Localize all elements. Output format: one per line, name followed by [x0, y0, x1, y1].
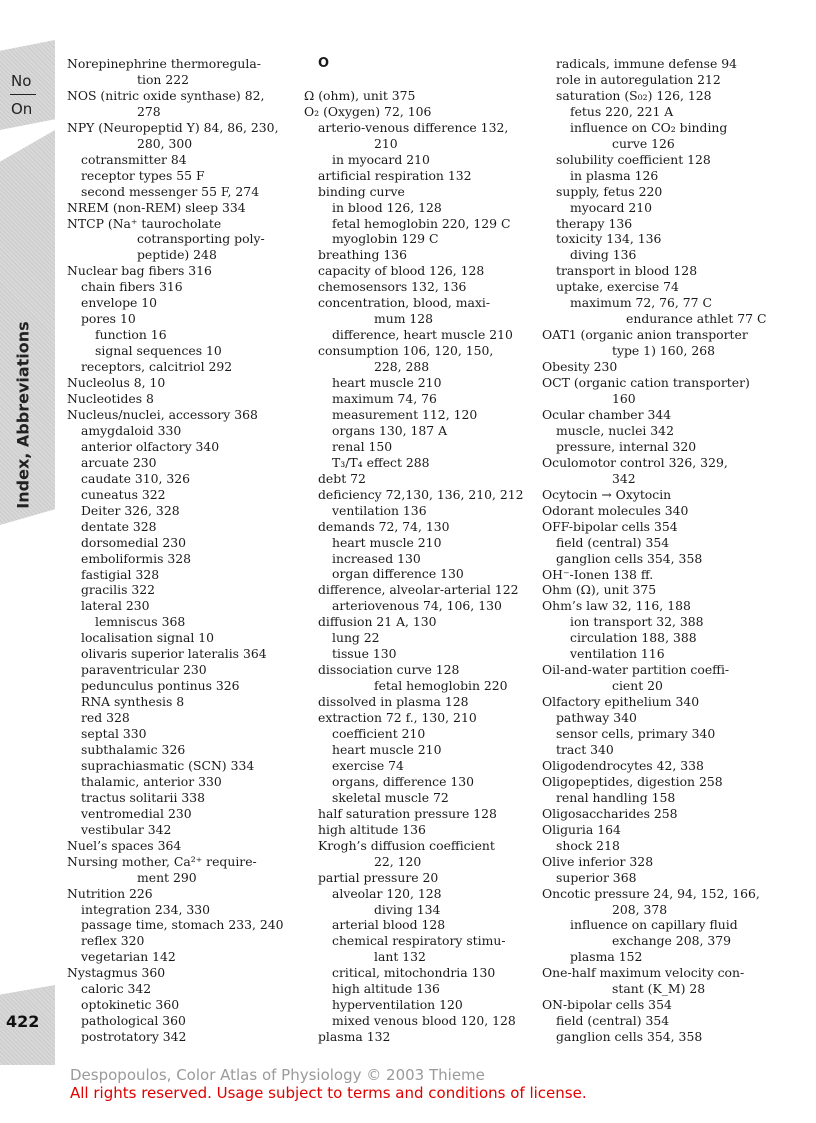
index-entry: Ohm (Ω), unit 375 — [542, 582, 657, 598]
index-entry: 278 — [137, 103, 161, 119]
index-entry: passage time, stomach 233, 240 — [81, 917, 284, 933]
index-entry: ventilation 116 — [570, 646, 665, 662]
index-entry: arteriovenous 74, 106, 130 — [332, 598, 502, 614]
index-entry: Nutrition 226 — [67, 885, 153, 901]
index-entry: diffusion 21 A, 130 — [318, 614, 437, 630]
index-entry: peptide) 248 — [137, 247, 217, 263]
index-entry: type 1) 160, 268 — [612, 343, 716, 359]
index-entry: T₃/T₄ effect 288 — [332, 454, 430, 470]
index-entry: Norepinephrine thermoregula- — [67, 56, 261, 71]
index-entry: Oligosaccharides 258 — [542, 805, 678, 821]
index-entry: organs, difference 130 — [332, 773, 475, 789]
index-entry: lemniscus 368 — [95, 614, 186, 630]
index-entry: hyperventilation 120 — [332, 997, 463, 1013]
index-entry: arterial blood 128 — [332, 917, 446, 933]
index-entry: 342 — [612, 470, 636, 486]
index-entry: uptake, exercise 74 — [556, 279, 679, 295]
index-entry: myocard 210 — [570, 199, 652, 215]
index-entry: Oncotic pressure 24, 94, 152, 166, — [542, 885, 760, 901]
index-entry: dorsomedial 230 — [81, 534, 187, 550]
index-entry: deficiency 72,130, 136, 210, 212 — [318, 486, 524, 502]
index-entry: integration 234, 330 — [81, 901, 210, 917]
index-entry: cuneatus 322 — [81, 486, 166, 502]
index-entry: organ difference 130 — [332, 566, 464, 582]
index-entry: in blood 126, 128 — [332, 199, 442, 215]
index-entry: skeletal muscle 72 — [332, 789, 449, 805]
index-entry: vestibular 342 — [81, 821, 172, 837]
index-entry: cient 20 — [612, 678, 663, 694]
index-entry: field (central) 354 — [556, 1013, 670, 1029]
index-entry: pathological 360 — [81, 1013, 186, 1029]
index-entry: exchange 208, 379 — [612, 933, 731, 949]
index-range-start: No — [11, 72, 32, 90]
index-entry: Deiter 326, 328 — [81, 502, 180, 518]
index-entry: shock 218 — [556, 837, 620, 853]
index-entry: OFF-bipolar cells 354 — [542, 518, 678, 534]
index-entry: fetal hemoglobin 220, 129 C — [332, 215, 511, 231]
index-entry: measurement 112, 120 — [332, 406, 478, 422]
index-entry: mixed venous blood 120, 128 — [332, 1013, 516, 1029]
index-entry: Olive inferior 328 — [542, 853, 654, 869]
index-entry: ganglion cells 354, 358 — [556, 1029, 703, 1045]
index-entry: breathing 136 — [318, 247, 407, 263]
index-entry: ment 290 — [137, 869, 197, 885]
copyright-notice: Despopoulos, Color Atlas of Physiology © 2003 Thieme — [70, 1066, 485, 1084]
index-entry: heart muscle 210 — [332, 534, 442, 550]
index-entry: second messenger 55 F, 274 — [81, 183, 260, 199]
index-range-end: On — [11, 100, 33, 118]
index-entry: amygdaloid 330 — [81, 422, 182, 438]
index-entry: renal 150 — [332, 438, 393, 454]
index-entry: OCT (organic cation transporter) — [542, 375, 750, 391]
index-entry: debt 72 — [318, 470, 366, 486]
index-entry: chain fibers 316 — [81, 279, 183, 295]
index-entry: fetal hemoglobin 220 — [374, 678, 508, 694]
index-entry: chemical respiratory stimu- — [332, 933, 506, 949]
index-entry: NREM (non-REM) sleep 334 — [67, 199, 246, 215]
index-entry: function 16 — [95, 327, 167, 343]
index-entry: O₂ (Oxygen) 72, 106 — [304, 103, 432, 119]
index-entry: Nuel’s spaces 364 — [67, 837, 182, 853]
index-entry: cotransporting poly- — [137, 231, 265, 247]
index-entry: role in autoregulation 212 — [556, 71, 721, 87]
index-entry: lateral 230 — [81, 598, 150, 614]
index-entry: chemosensors 132, 136 — [318, 279, 467, 295]
index-entry: difference, alveolar-arterial 122 — [318, 582, 519, 598]
index-entry: organs 130, 187 A — [332, 422, 448, 438]
index-entry: olivaris superior lateralis 364 — [81, 646, 267, 662]
index-entry: 208, 378 — [612, 901, 668, 917]
index-entry: subthalamic 326 — [81, 741, 186, 757]
index-entry: ion transport 32, 388 — [570, 614, 704, 630]
index-entry: Nucleolus 8, 10 — [67, 375, 166, 391]
index-column-2 — [304, 56, 536, 1045]
index-entry: in plasma 126 — [570, 167, 659, 183]
index-entry: paraventricular 230 — [81, 662, 207, 678]
index-entry: tract 340 — [556, 741, 614, 757]
index-entry: Oligopeptides, digestion 258 — [542, 773, 723, 789]
index-entry: postrotatory 342 — [81, 1029, 187, 1045]
index-entry: ON-bipolar cells 354 — [542, 997, 672, 1013]
index-entry: Ohm’s law 32, 116, 188 — [542, 598, 691, 614]
index-entry: OH⁻-Ionen 138 ff. — [542, 566, 654, 582]
index-entry: stant (K_M) 28 — [612, 981, 706, 997]
index-entry: RNA synthesis 8 — [81, 694, 185, 710]
index-entry: 210 — [374, 135, 398, 151]
index-entry: plasma 152 — [570, 949, 643, 965]
index-entry: in myocard 210 — [332, 151, 430, 167]
index-entry: maximum 74, 76 — [332, 391, 437, 406]
index-entry: Ω (ohm), unit 375 — [304, 87, 416, 103]
index-entry: influence on capillary fluid — [570, 917, 738, 933]
index-entry: supply, fetus 220 — [556, 183, 663, 199]
index-entry: coefficient 210 — [332, 726, 426, 742]
index-entry: 22, 120 — [374, 853, 422, 869]
index-entry: dissociation curve 128 — [318, 662, 460, 678]
index-entry: influence on CO₂ binding — [570, 119, 728, 135]
index-entry: sensor cells, primary 340 — [556, 726, 716, 742]
index-entry: toxicity 134, 136 — [556, 231, 662, 247]
index-entry: pressure, internal 320 — [556, 438, 697, 454]
index-entry: circulation 188, 388 — [570, 630, 697, 646]
index-entry: solubility coefficient 128 — [556, 151, 711, 167]
index-entry: OAT1 (organic anion transporter — [542, 327, 748, 343]
index-entry: localisation signal 10 — [81, 630, 215, 646]
page-number: 422 — [6, 1012, 40, 1031]
index-entry: Ocular chamber 344 — [542, 406, 672, 422]
index-entry: half saturation pressure 128 — [318, 805, 497, 821]
index-entry: arcuate 230 — [81, 454, 157, 470]
index-entry: 228, 288 — [374, 359, 430, 375]
index-entry: curve 126 — [612, 135, 675, 151]
index-entry: demands 72, 74, 130 — [318, 518, 450, 534]
index-entry: Nystagmus 360 — [67, 965, 166, 981]
index-entry: alveolar 120, 128 — [332, 885, 442, 901]
index-entry: renal handling 158 — [556, 789, 676, 805]
index-entry: pores 10 — [81, 311, 136, 327]
index-entry: fastigial 328 — [81, 566, 160, 582]
index-entry: heart muscle 210 — [332, 741, 442, 757]
index-entry: lung 22 — [332, 630, 380, 646]
index-entry: Obesity 230 — [542, 359, 618, 375]
index-entry: tissue 130 — [332, 646, 397, 662]
index-entry: capacity of blood 126, 128 — [318, 263, 485, 279]
index-entry: diving 134 — [374, 901, 441, 917]
index-entry: field (central) 354 — [556, 534, 670, 550]
index-entry: concentration, blood, maxi- — [318, 295, 491, 311]
index-entry: vegetarian 142 — [81, 949, 176, 965]
index-entry: caloric 342 — [81, 981, 152, 997]
index-entry: exercise 74 — [332, 757, 404, 773]
index-column-1 — [67, 56, 295, 1045]
index-entry: diving 136 — [570, 247, 637, 263]
index-entry: artificial respiration 132 — [318, 167, 472, 183]
index-entry: anterior olfactory 340 — [81, 438, 220, 454]
index-entry: pedunculus pontinus 326 — [81, 678, 240, 694]
index-entry: receptor types 55 F — [81, 167, 205, 183]
index-entry: Nucleotides 8 — [67, 391, 154, 407]
index-entry: One-half maximum velocity con- — [542, 965, 745, 981]
index-entry: muscle, nuclei 342 — [556, 422, 674, 438]
index-entry: envelope 10 — [81, 295, 158, 311]
index-entry: pathway 340 — [556, 710, 637, 726]
index-entry: Nuclear bag fibers 316 — [67, 263, 212, 279]
index-entry: myoglobin 129 C — [332, 231, 439, 247]
index-entry: heart muscle 210 — [332, 375, 442, 391]
index-entry: NPY (Neuropeptid Y) 84, 86, 230, — [67, 119, 279, 135]
index-entry: red 328 — [81, 710, 130, 726]
index-entry: difference, heart muscle 210 — [332, 327, 513, 343]
spacer — [304, 72, 536, 88]
index-entry: ventromedial 230 — [81, 805, 192, 821]
index-entry: Olfactory epithelium 340 — [542, 694, 700, 710]
index-entry: Oil-and-water partition coeffi- — [542, 662, 730, 678]
index-entry: increased 130 — [332, 550, 421, 566]
index-entry: fetus 220, 221 A — [570, 103, 674, 119]
index-entry: maximum 72, 76, 77 C — [570, 295, 712, 311]
index-entry: plasma 132 — [318, 1029, 391, 1045]
index-entry: septal 330 — [81, 726, 147, 742]
index-entry: gracilis 322 — [81, 582, 156, 598]
index-entry: tractus solitarii 338 — [81, 789, 206, 805]
index-entry: dissolved in plasma 128 — [318, 694, 469, 710]
index-entry: suprachiasmatic (SCN) 334 — [81, 757, 255, 773]
index-entry: mum 128 — [374, 311, 434, 327]
index-entry: emboliformis 328 — [81, 550, 192, 566]
index-entry: ventilation 136 — [332, 502, 427, 518]
section-letter: O — [318, 56, 330, 71]
index-entry: tion 222 — [137, 71, 189, 87]
index-entry: NOS (nitric oxide synthase) 82, — [67, 87, 265, 103]
index-entry: endurance athlet 77 C — [626, 311, 767, 327]
index-entry: thalamic, anterior 330 — [81, 773, 222, 789]
index-entry: Nucleus/nuclei, accessory 368 — [67, 406, 258, 422]
index-entry: Krogh’s diffusion coefficient — [318, 837, 495, 853]
index-entry: dentate 328 — [81, 518, 157, 534]
index-entry: reflex 320 — [81, 933, 145, 949]
index-entry: high altitude 136 — [332, 981, 440, 997]
index-entry: optokinetic 360 — [81, 997, 180, 1013]
index-entry: arterio-venous difference 132, — [318, 119, 509, 135]
index-entry: 160 — [612, 391, 636, 407]
index-entry: 280, 300 — [137, 135, 193, 151]
index-entry: Oliguria 164 — [542, 821, 621, 837]
index-entry: radicals, immune defense 94 — [556, 56, 737, 71]
index-entry: extraction 72 f., 130, 210 — [318, 710, 477, 726]
index-entry: critical, mitochondria 130 — [332, 965, 496, 981]
index-entry: signal sequences 10 — [95, 343, 222, 359]
index-entry: Oligodendrocytes 42, 338 — [542, 757, 704, 773]
index-entry: partial pressure 20 — [318, 869, 439, 885]
index-entry: therapy 136 — [556, 215, 633, 231]
license-notice: All rights reserved. Usage subject to terms and conditions of license. — [70, 1084, 587, 1102]
index-entry: Oculomotor control 326, 329, — [542, 454, 728, 470]
index-entry: high altitude 136 — [318, 821, 426, 837]
section-title: Index, Abbreviations — [13, 321, 33, 509]
index-entry: ganglion cells 354, 358 — [556, 550, 703, 566]
index-entry: Nursing mother, Ca²⁺ require- — [67, 853, 257, 869]
index-entry: caudate 310, 326 — [81, 470, 191, 486]
index-entry: superior 368 — [556, 869, 637, 885]
index-entry: NTCP (Na⁺ taurocholate — [67, 215, 222, 231]
index-entry: consumption 106, 120, 150, — [318, 343, 494, 359]
index-entry: cotransmitter 84 — [81, 151, 187, 167]
index-entry: receptors, calcitriol 292 — [81, 359, 233, 375]
index-entry: binding curve — [318, 183, 405, 199]
index-entry: Ocytocin → Oxytocin — [542, 486, 672, 502]
index-entry: Odorant molecules 340 — [542, 502, 689, 518]
index-column-3 — [542, 56, 802, 1045]
index-entry: lant 132 — [374, 949, 426, 965]
index-entry: saturation (S₀₂) 126, 128 — [556, 87, 712, 103]
index-entry: transport in blood 128 — [556, 263, 698, 279]
index-range-divider — [10, 94, 36, 95]
